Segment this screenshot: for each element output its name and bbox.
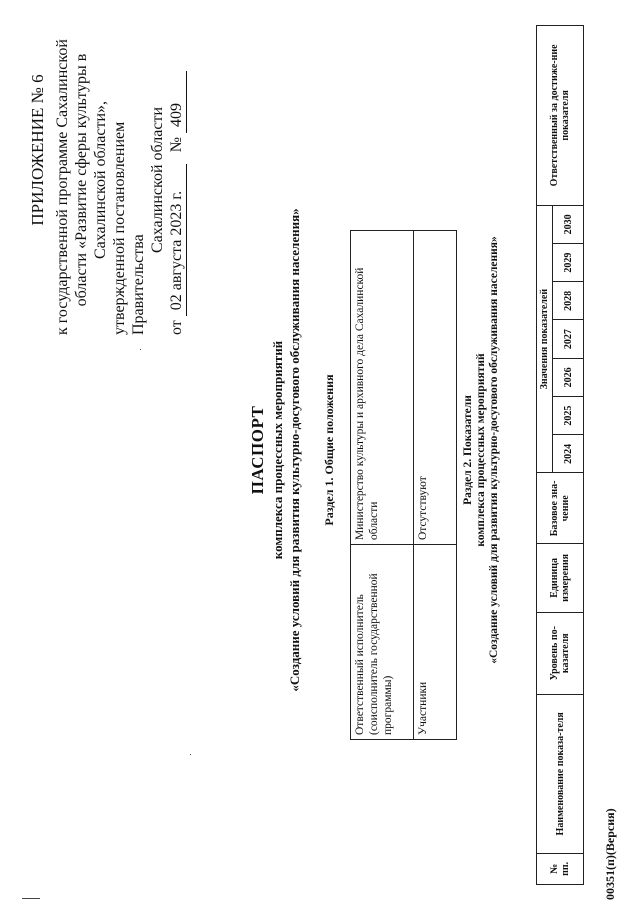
appendix-line: к государственной программе Сахалинской: [54, 39, 71, 335]
section1-heading: Раздел 1. Общие положения: [322, 374, 336, 526]
appendix-title: ПРИЛОЖЕНИЕ № 6: [28, 74, 47, 226]
passport-title: ПАСПОРТ: [248, 405, 267, 495]
passport-heading: [248, 170, 303, 730]
scan-speck: [190, 754, 191, 755]
table-row: [414, 231, 457, 740]
section2-heading: [462, 170, 501, 730]
section2-title: Раздел 2. Показатели: [462, 395, 474, 505]
appendix-block: [28, 25, 187, 335]
ref-number: 409: [167, 71, 187, 133]
year-cell: 2029: [553, 244, 584, 282]
header-responsible: Ответственный за достиже-ние показателя: [537, 26, 584, 206]
table-cell: Участники: [414, 545, 457, 740]
table-cell: Министерство культуры и архивного дела Сахалинской области: [351, 231, 414, 545]
header-unit: Единица измерения: [537, 544, 584, 612]
ref-no-label: №: [168, 136, 185, 153]
table-cell: Ответственный исполнитель (соисполнитель государственной программы): [351, 545, 414, 740]
table-cell: Отсутствуют: [414, 231, 457, 545]
year-cell: 2025: [553, 397, 584, 435]
year-cell: 2028: [553, 282, 584, 320]
section2-line3: «Создание условий для развития культурно-досугового обслуживания населения»: [488, 236, 500, 664]
scan-speck: [140, 349, 141, 350]
indicators-table: [536, 25, 584, 885]
table-row: [351, 231, 414, 740]
year-cell: 2026: [553, 358, 584, 396]
year-cell: 2030: [553, 205, 584, 243]
passport-subtitle: комплекса процессных мероприятий: [270, 340, 285, 560]
header-level: Уровень по-казателя: [537, 612, 584, 694]
year-cell: 2027: [553, 320, 584, 358]
ref-date: 02 августа 2023 г.: [167, 164, 187, 316]
appendix-line: утвержденной постановлением Правительства: [111, 121, 147, 335]
general-provisions-table: [350, 230, 457, 740]
appendix-reference: [167, 25, 187, 335]
table-header-row: [537, 26, 553, 885]
appendix-line: Сахалинской области: [149, 106, 166, 254]
scan-edge-mark: [22, 898, 40, 899]
passport-name: «Создание условий для развития культурно-досугового обслуживания населения»: [287, 208, 302, 692]
header-values: Значения показателей: [537, 205, 553, 473]
header-base: Базовое зна-чение: [537, 473, 584, 544]
section2-line2: комплекса процессных мероприятий: [475, 353, 487, 547]
header-num: № пп.: [537, 853, 584, 884]
ref-prefix: от: [168, 320, 185, 335]
document-code: 00351(п)(Версия): [603, 808, 617, 900]
appendix-line: Сахалинской области»,: [92, 100, 109, 260]
year-cell: 2024: [553, 435, 584, 473]
appendix-line: области «Развитие сферы культуры в: [73, 53, 90, 307]
header-name: Наименование показа-теля: [537, 694, 584, 853]
